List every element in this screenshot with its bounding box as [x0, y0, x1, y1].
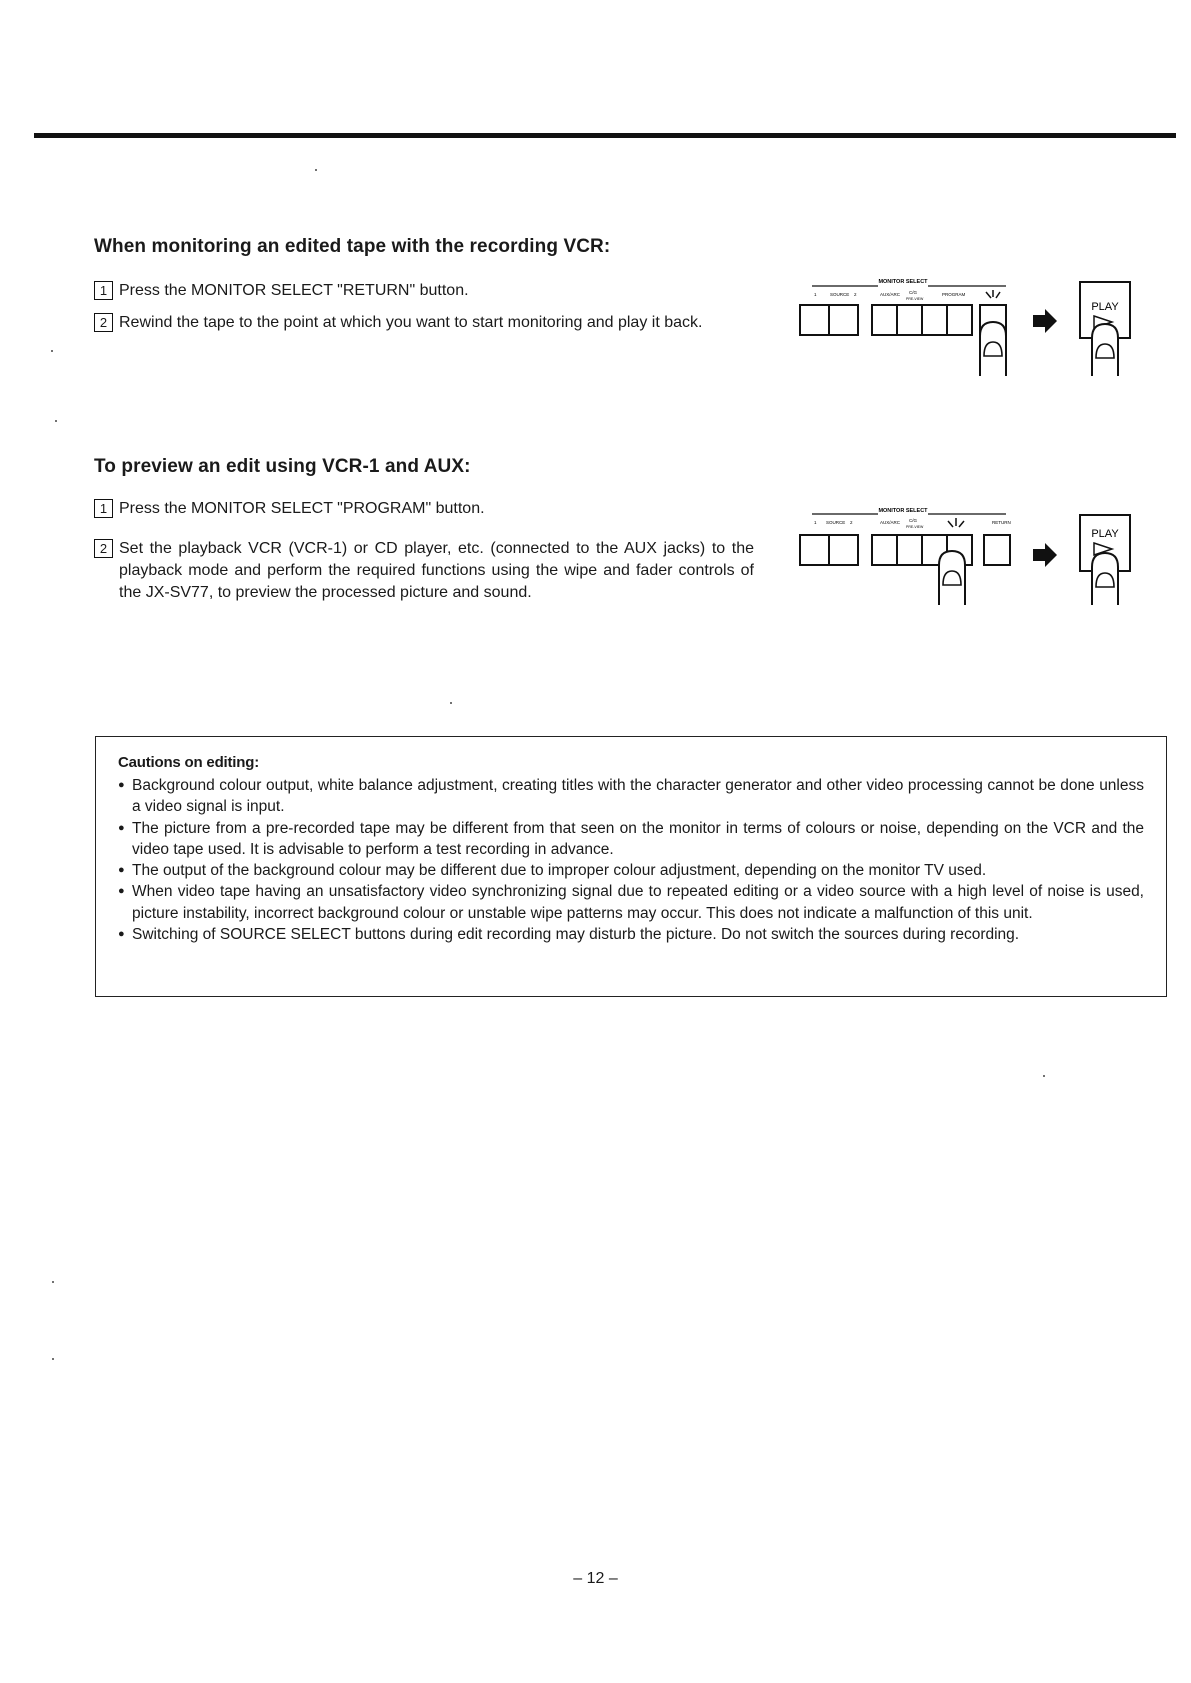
scan-speck	[55, 420, 57, 422]
step-item	[94, 280, 754, 302]
btn-label: C/G	[909, 518, 918, 523]
monitor-select-return-diagram	[796, 272, 1136, 382]
page-number: – 12 –	[573, 1570, 618, 1587]
finger-press-icon	[980, 322, 1006, 376]
step-item	[94, 538, 754, 604]
step-item	[94, 312, 754, 334]
caution-item: ● Background colour output, white balance adjustment, creating titles with the character generator and other video processing cannot be done unless a video signal is input.	[118, 775, 1144, 818]
right-arrow-icon	[1033, 543, 1057, 567]
caution-item: ● When video tape having an unsatisfactory video synchronizing signal due to repeated editing or a video source with a high level of noise is used, picture instability, incorrect background colour or unstable wipe patterns may occur. This does not indicate a malfunction of this unit.	[118, 881, 1144, 924]
btn-label: SOURCE	[826, 520, 846, 525]
finger-press-icon	[1092, 553, 1118, 605]
monitor-select-program-diagram	[796, 505, 1136, 615]
scan-speck	[52, 1358, 54, 1360]
step-text: Press the MONITOR SELECT "PROGRAM" button.	[119, 500, 485, 517]
caution-item: ● The picture from a pre-recorded tape may be different from that seen on the monitor in terms of colours or noise, depending on the VCR and the video tape used. It is advisable to perform a test recording in advance.	[118, 818, 1144, 861]
group-label: MONITOR SELECT	[878, 508, 928, 514]
finger-press-icon	[1092, 324, 1118, 376]
scan-speck	[51, 350, 53, 352]
step-item	[94, 498, 754, 520]
finger-press-icon	[939, 551, 965, 605]
cautions-list	[118, 775, 1144, 945]
step-number: 1	[94, 281, 113, 300]
btn-label: RETURN	[992, 520, 1011, 525]
step-text: Press the MONITOR SELECT "RETURN" button.	[119, 282, 469, 299]
caution-item: ● The output of the background colour may be different due to improper colour adjustment, depending on the monitor TV used.	[118, 860, 1144, 881]
top-rule	[34, 133, 1176, 138]
step-text: Set the playback VCR (VCR-1) or CD player, etc. (connected to the AUX jacks) to the playback mode and perform the required functions using the wipe and fader controls of the JX-SV77, to preview the processed picture and sound.	[119, 540, 754, 601]
btn-label: 2	[850, 520, 853, 525]
cautions-box	[95, 736, 1167, 997]
btn-label: 2	[854, 292, 857, 297]
btn-label: PROGRAM	[942, 292, 966, 297]
btn-label: SOURCE	[830, 292, 850, 297]
scan-speck	[315, 169, 317, 171]
btn-label: AUX/ARC	[880, 520, 901, 525]
caution-item: ● Switching of SOURCE SELECT buttons during edit recording may disturb the picture. Do not switch the sources during recording.	[118, 924, 1144, 945]
play-label: PLAY	[1091, 301, 1119, 313]
btn-label: 1	[814, 520, 817, 525]
group-label: MONITOR SELECT	[878, 279, 928, 285]
btn-label: AUX/ARC	[880, 292, 901, 297]
step-number: 2	[94, 313, 113, 332]
section-heading: To preview an edit using VCR-1 and AUX:	[94, 456, 471, 477]
btn-label: C/G	[909, 290, 918, 295]
scan-speck	[1043, 1075, 1045, 1077]
step-text: Rewind the tape to the point at which you want to start monitoring and play it back.	[119, 314, 703, 331]
btn-label: 1	[814, 292, 817, 297]
step-number: 2	[94, 539, 113, 558]
btn-label: PRE-VIEW	[906, 297, 924, 301]
section-heading: When monitoring an edited tape with the recording VCR:	[94, 236, 611, 257]
btn-label: PRE-VIEW	[906, 525, 924, 529]
play-label: PLAY	[1091, 528, 1119, 540]
scan-speck	[450, 702, 452, 704]
right-arrow-icon	[1033, 309, 1057, 333]
cautions-title: Cautions on editing:	[118, 754, 259, 771]
step-number: 1	[94, 499, 113, 518]
scan-speck	[52, 1281, 54, 1283]
